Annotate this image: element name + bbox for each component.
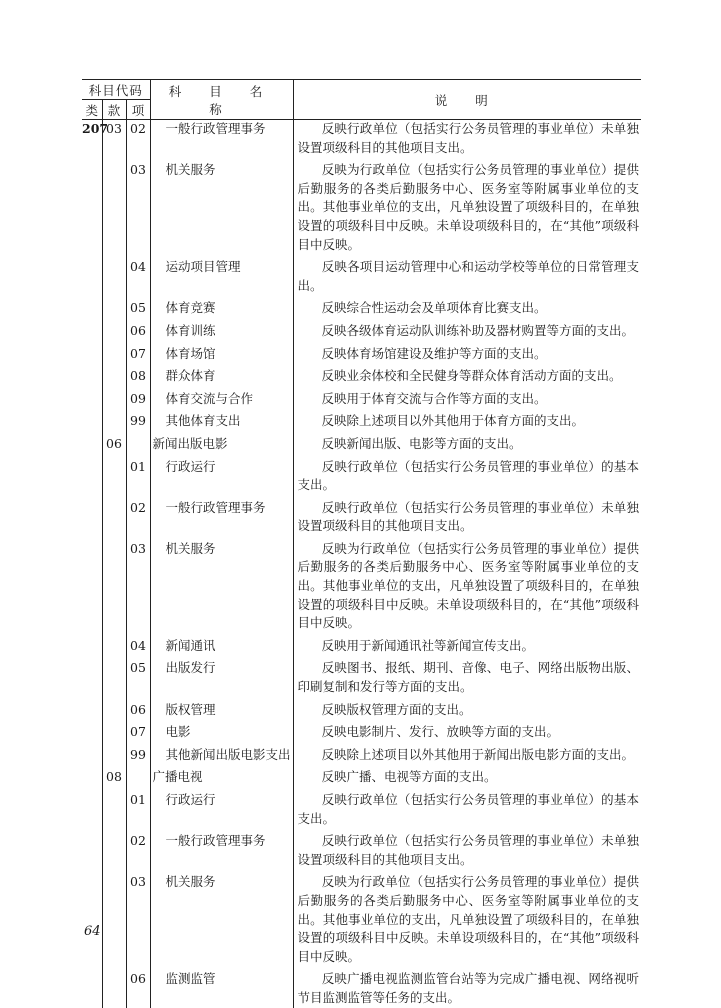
header-kuan: 款 — [102, 100, 126, 120]
description-text: 反映行政单位（包括实行公务员管理的事业单位）的基本支出。 — [297, 458, 639, 493]
table-row — [82, 495, 641, 536]
table-row — [82, 341, 641, 364]
row-xiang-code: 08 — [126, 363, 150, 386]
row-lei-code — [82, 495, 102, 536]
row-xiang-code: 01 — [126, 454, 150, 495]
row-lei-code: 207 — [82, 120, 102, 158]
row-lei-code — [82, 764, 102, 787]
table-row — [82, 869, 641, 966]
row-lei-code — [82, 157, 102, 254]
row-description — [293, 495, 641, 536]
table-row — [82, 254, 641, 295]
description-text: 反映行政单位（包括实行公务员管理的事业单位）未单独设置项级科目的其他项目支出。 — [297, 833, 639, 867]
row-kuan-code — [102, 633, 126, 656]
header-description: 说 明 — [293, 80, 641, 120]
row-description — [293, 318, 641, 341]
row-lei-code — [82, 386, 102, 409]
table-row — [82, 157, 641, 254]
row-kuan-code — [102, 655, 126, 696]
row-xiang-code: 03 — [126, 536, 150, 633]
table-row — [82, 742, 641, 765]
row-subject-name: 监测监管 — [150, 966, 293, 1007]
row-lei-code — [82, 697, 102, 720]
row-xiang-code: 02 — [126, 828, 150, 869]
row-xiang-code: 03 — [126, 869, 150, 966]
row-subject-name: 体育训练 — [150, 318, 293, 341]
row-kuan-code — [102, 697, 126, 720]
row-kuan-code: 03 — [102, 120, 126, 158]
description-text: 反映新闻出版、电影等方面的支出。 — [321, 435, 522, 451]
row-kuan-code — [102, 341, 126, 364]
description-text: 反映综合性运动会及单项体育比赛支出。 — [321, 300, 547, 316]
row-lei-code — [82, 966, 102, 1007]
table-row — [82, 536, 641, 633]
row-description — [293, 697, 641, 720]
row-subject-name: 体育竞赛 — [150, 295, 293, 318]
header-xiang: 项 — [126, 100, 150, 120]
row-kuan-code — [102, 742, 126, 765]
row-description — [293, 408, 641, 431]
row-lei-code — [82, 787, 102, 828]
table-row — [82, 655, 641, 696]
row-description — [293, 719, 641, 742]
row-lei-code — [82, 254, 102, 295]
row-description — [293, 633, 641, 656]
row-subject-name: 一般行政管理事务 — [150, 495, 293, 536]
row-subject-name: 行政运行 — [150, 454, 293, 495]
row-lei-code — [82, 536, 102, 633]
description-text: 反映行政单位（包括实行公务员管理的事业单位）未单独设置项级科目的其他项目支出。 — [297, 499, 639, 534]
row-xiang-code: 99 — [126, 408, 150, 431]
row-subject-name: 其他新闻出版电影支出 — [150, 742, 293, 765]
row-description — [293, 295, 641, 318]
row-subject-name: 电影 — [150, 719, 293, 742]
row-description — [293, 536, 641, 633]
row-lei-code — [82, 719, 102, 742]
row-subject-name: 其他体育支出 — [150, 408, 293, 431]
row-lei-code — [82, 341, 102, 364]
table-row — [82, 431, 641, 454]
row-xiang-code: 02 — [126, 120, 150, 158]
row-description — [293, 454, 641, 495]
row-lei-code — [82, 742, 102, 765]
page-number: 64 — [84, 924, 101, 939]
row-description — [293, 363, 641, 386]
row-kuan-code — [102, 157, 126, 254]
row-description — [293, 869, 641, 966]
row-description — [293, 764, 641, 787]
row-xiang-code: 99 — [126, 742, 150, 765]
row-description — [293, 787, 641, 828]
row-description — [293, 655, 641, 696]
row-subject-name: 一般行政管理事务 — [150, 120, 293, 158]
table-row — [82, 120, 641, 158]
table-header — [82, 80, 641, 120]
row-lei-code — [82, 828, 102, 869]
row-kuan-code — [102, 869, 126, 966]
description-text: 反映各项目运动管理中心和运动学校等单位的日常管理支出。 — [297, 259, 639, 293]
row-xiang-code: 09 — [126, 386, 150, 409]
row-subject-name: 行政运行 — [150, 787, 293, 828]
table-row — [82, 787, 641, 828]
table-row — [82, 408, 641, 431]
row-description — [293, 157, 641, 254]
description-text: 反映用于新闻通讯社等新闻宣传支出。 — [321, 637, 535, 653]
row-kuan-code — [102, 828, 126, 869]
row-description — [293, 431, 641, 454]
row-xiang-code — [126, 431, 150, 454]
row-xiang-code: 01 — [126, 787, 150, 828]
table-row — [82, 633, 641, 656]
row-description — [293, 966, 641, 1007]
row-subject-name: 机关服务 — [150, 536, 293, 633]
header-lei: 类 — [82, 100, 102, 120]
header-subject-code: 科目代码 — [82, 80, 150, 100]
row-description — [293, 386, 641, 409]
table-row — [82, 966, 641, 1007]
row-kuan-code — [102, 254, 126, 295]
row-kuan-code — [102, 318, 126, 341]
description-text: 反映为行政单位（包括实行公务员管理的事业单位）提供后勤服务的各类后勤服务中心、医务室等附属事业单位的支出。其他事业单位的支出，凡单独设置了项级科目的，在单独设置的项级科目中反映。未单设项级科目的，在“其他”项级科目中反映。 — [297, 540, 639, 631]
row-xiang-code: 04 — [126, 254, 150, 295]
description-text: 反映广播电视监测监管台站等为完成广播电视、网络视听节目监测监管等任务的支出。 — [297, 971, 639, 1005]
row-subject-name: 体育场馆 — [150, 341, 293, 364]
description-text: 反映行政单位（包括实行公务员管理的事业单位）的基本支出。 — [297, 792, 639, 826]
row-xiang-code: 04 — [126, 633, 150, 656]
row-xiang-code: 07 — [126, 719, 150, 742]
row-lei-code — [82, 655, 102, 696]
row-description — [293, 120, 641, 158]
table-row — [82, 295, 641, 318]
row-lei-code — [82, 408, 102, 431]
budget-subject-table-page — [82, 79, 641, 1008]
row-description — [293, 341, 641, 364]
description-text: 反映版权管理方面的支出。 — [321, 701, 472, 717]
row-subject-name: 一般行政管理事务 — [150, 828, 293, 869]
row-lei-code — [82, 318, 102, 341]
row-xiang-code: 07 — [126, 341, 150, 364]
row-kuan-code — [102, 719, 126, 742]
row-subject-name: 体育交流与合作 — [150, 386, 293, 409]
table-row — [82, 386, 641, 409]
row-subject-name: 出版发行 — [150, 655, 293, 696]
table-row — [82, 828, 641, 869]
description-text: 反映除上述项目以外其他用于体育方面的支出。 — [321, 413, 585, 429]
row-xiang-code: 03 — [126, 157, 150, 254]
description-text: 反映体育场馆建设及维护等方面的支出。 — [321, 345, 547, 361]
row-subject-name: 新闻出版电影 — [150, 431, 293, 454]
row-kuan-code — [102, 495, 126, 536]
table-row — [82, 363, 641, 386]
row-kuan-code — [102, 536, 126, 633]
row-kuan-code: 08 — [102, 764, 126, 787]
row-subject-name: 新闻通讯 — [150, 633, 293, 656]
row-kuan-code — [102, 966, 126, 1007]
table-body — [82, 120, 641, 1008]
row-xiang-code — [126, 764, 150, 787]
description-text: 反映电影制片、发行、放映等方面的支出。 — [321, 724, 560, 740]
row-kuan-code — [102, 363, 126, 386]
row-kuan-code — [102, 787, 126, 828]
row-subject-name: 机关服务 — [150, 157, 293, 254]
table-row — [82, 697, 641, 720]
description-text: 反映为行政单位（包括实行公务员管理的事业单位）提供后勤服务的各类后勤服务中心、医务室等附属事业单位的支出。其他事业单位的支出，凡单独设置了项级科目的，在单独设置的项级科目中反映。未单设项级科目的，在“其他”项级科目中反映。 — [297, 874, 639, 964]
table-row — [82, 318, 641, 341]
row-lei-code — [82, 295, 102, 318]
budget-subject-table — [82, 79, 641, 1008]
row-kuan-code — [102, 295, 126, 318]
row-xiang-code: 02 — [126, 495, 150, 536]
row-xiang-code: 05 — [126, 295, 150, 318]
row-subject-name: 群众体育 — [150, 363, 293, 386]
description-text: 反映行政单位（包括实行公务员管理的事业单位）未单独设置项级科目的其他项目支出。 — [297, 121, 639, 155]
row-description — [293, 742, 641, 765]
row-description — [293, 254, 641, 295]
row-lei-code — [82, 454, 102, 495]
row-lei-code — [82, 363, 102, 386]
row-xiang-code: 06 — [126, 966, 150, 1007]
header-subject-name: 科 目 名 称 — [150, 80, 293, 120]
row-xiang-code: 05 — [126, 655, 150, 696]
row-kuan-code — [102, 386, 126, 409]
row-lei-code — [82, 431, 102, 454]
row-subject-name: 广播电视 — [150, 764, 293, 787]
row-xiang-code: 06 — [126, 318, 150, 341]
row-xiang-code: 06 — [126, 697, 150, 720]
table-row — [82, 454, 641, 495]
row-subject-name: 机关服务 — [150, 869, 293, 966]
description-text: 反映为行政单位（包括实行公务员管理的事业单位）提供后勤服务的各类后勤服务中心、医务室等附属事业单位的支出。其他事业单位的支出，凡单独设置了项级科目的，在单独设置的项级科目中反映。未单设项级科目的，在“其他”项级科目中反映。 — [297, 162, 639, 252]
description-text: 反映除上述项目以外其他用于新闻出版电影方面的支出。 — [321, 746, 635, 762]
table-row — [82, 719, 641, 742]
row-lei-code — [82, 633, 102, 656]
description-text: 反映图书、报纸、期刊、音像、电子、网络出版物出版、印刷复制和发行等方面的支出。 — [297, 660, 639, 695]
table-row — [82, 764, 641, 787]
row-subject-name: 运动项目管理 — [150, 254, 293, 295]
description-text: 反映用于体育交流与合作等方面的支出。 — [321, 390, 547, 406]
row-kuan-code — [102, 454, 126, 495]
row-kuan-code — [102, 408, 126, 431]
row-subject-name: 版权管理 — [150, 697, 293, 720]
row-lei-code — [82, 869, 102, 966]
row-description — [293, 828, 641, 869]
row-kuan-code: 06 — [102, 431, 126, 454]
description-text: 反映各级体育运动队训练补助及器材购置等方面的支出。 — [321, 322, 635, 338]
description-text: 反映广播、电视等方面的支出。 — [321, 769, 497, 785]
description-text: 反映业余体校和全民健身等群众体育活动方面的支出。 — [321, 368, 622, 384]
